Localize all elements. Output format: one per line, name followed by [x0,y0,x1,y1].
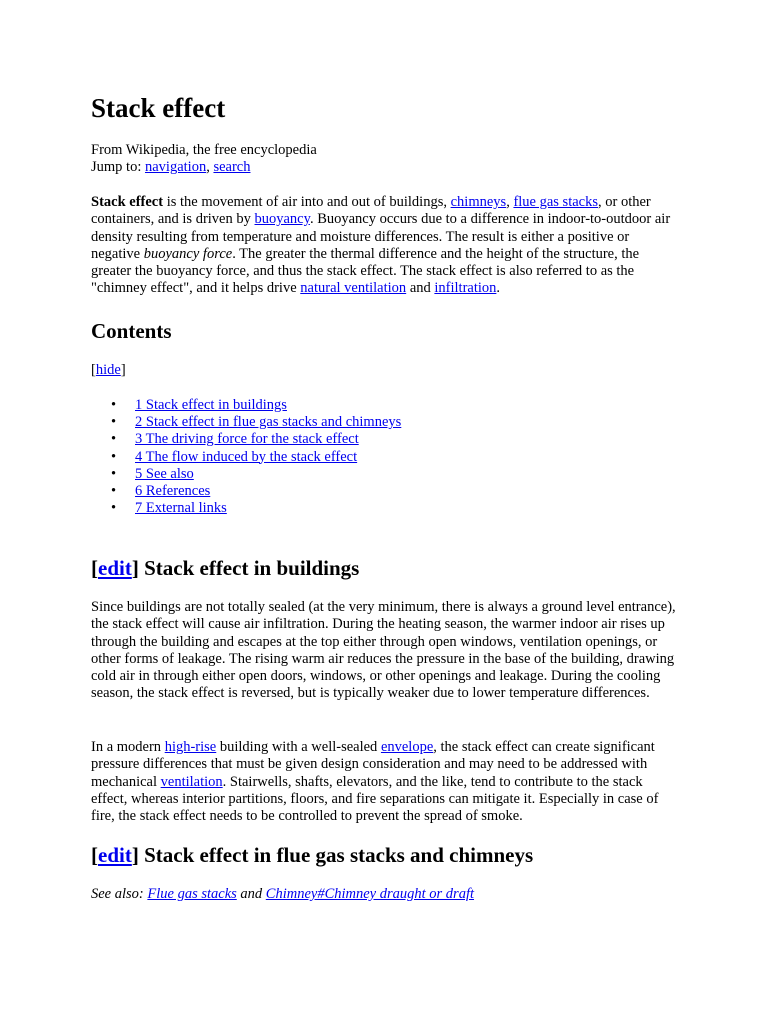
intro-text: , or other containers, and is driven by [91,194,651,228]
tagline: From Wikipedia, the free encyclopedia [91,142,317,158]
toc-link-3[interactable]: 3 The driving force for the stack effect [135,431,359,448]
edit-link[interactable]: edit [98,556,132,580]
navigation-link[interactable]: navigation [144,159,207,175]
buildings-paragraph-1: Since buildings are not totally sealed (at the very minimum, there is always a ground level entrance), the stack effect will cause air infiltration. During the heating season, the warmer indoor air rises up through the building and escapes at the top either through open windows, ventilation openings, or other forms of leakage. The rising warm air reduces the pressure in the base of the building, drawing cold air in through either open doors, windows, or other openings and leakage. During the cooling season, the stack effect is reversed, but is typically weaker due to lower temperature differences. [91,599,676,702]
bracket: ] [131,556,145,580]
section-title: Stack effect in buildings [144,556,360,580]
toc-link-6[interactable]: 6 References [135,482,211,499]
high-rise-link[interactable]: high-rise [164,739,217,755]
section-title: Stack effect in flue gas stacks and chimneys [144,843,534,867]
bullet: • [111,414,117,431]
toc-link-4[interactable]: 4 The flow induced by the stack effect [135,448,358,465]
intro-text: . [496,280,501,297]
toc-link-5[interactable]: 5 See also [135,465,194,482]
toc-item [91,483,680,500]
bullet: • [111,448,117,465]
natural-ventilation-link[interactable]: natural ventilation [300,280,407,297]
jump-separator: , [206,159,214,175]
toc-link-7[interactable]: 7 External links [135,500,227,517]
buildings-paragraph-2 [91,739,680,825]
bullet: • [111,431,117,448]
paragraph-text: , the stack effect can create significant pressure differences that must be given design consideration and may need to be addressed with mechanical [91,739,655,790]
bullet: • [111,397,117,413]
paragraph-text: In a modern [91,739,165,755]
bracket: ] [120,362,126,378]
see-also-prefix: See also: [91,886,148,902]
jump-prefix: Jump to: [91,159,145,175]
flue-gas-stacks-link[interactable]: flue gas stacks [513,194,598,210]
intro-paragraph [91,194,680,298]
toc-item [91,397,680,414]
edit-link[interactable]: edit [98,843,132,867]
intro-text: . The greater the thermal difference and the height of the structure, the greater the buoyancy force, and thus the stack effect. The stack effect is also referred to as the "chimney effect", and it helps drive [91,245,640,297]
buoyancy-link[interactable]: buoyancy [254,211,310,228]
paragraph-text: . Stairwells, shafts, elevators, and the like, tend to contribute to the stack effect, whereas interior partitions, floors, and fire separations can mitigate it. Especially in case of fire, the stack effect needs to be controlled to prevent the spread of smoke. [91,773,659,825]
bracket: [ [91,362,96,378]
contents-list [91,397,680,517]
intro-text: , [506,194,514,210]
infiltration-link[interactable]: infiltration [434,280,497,297]
toc-link-2[interactable]: 2 Stack effect in flue gas stacks and chimneys [135,414,402,431]
intro-text: . Buoyancy occurs due to a difference in indoor-to-outdoor air density resulting from temperature and moisture differences. The result is either a positive or negative [91,211,671,262]
jump-to [91,159,680,176]
bracket: ] [131,843,145,867]
see-also-text: and [236,886,266,902]
hide-contents-link[interactable]: hide [95,362,121,378]
see-also-note [91,886,680,903]
toc-item [91,449,680,466]
section-heading-flue-gas [91,842,680,868]
chimneys-link[interactable]: chimneys [450,194,507,210]
bullet: • [111,482,117,499]
flue-gas-stacks-link[interactable]: Flue gas stacks [147,886,237,902]
envelope-link[interactable]: envelope [380,739,434,755]
toc-item [91,466,680,483]
buoyancy-force-term: buoyancy force [143,245,233,262]
ventilation-link[interactable]: ventilation [160,773,223,790]
bullet: • [111,465,117,482]
contents-heading: Contents [91,319,172,343]
toc-item [91,500,680,517]
bullet: • [111,500,117,517]
intro-text: and [406,280,435,297]
toc-item [91,414,680,431]
intro-text: is the movement of air into and out of buildings, [163,194,451,210]
bracket: [ [91,843,98,867]
intro-bold-term: Stack effect [91,194,164,210]
toc-link-1[interactable]: 1 Stack effect in buildings [135,397,287,413]
bracket: [ [91,556,98,580]
toc-item [91,431,680,448]
paragraph-text: building with a well-sealed [216,739,381,755]
contents-toggle [91,362,680,379]
chimney-draught-link[interactable]: Chimney#Chimney draught or draft [265,886,475,902]
section-heading-buildings [91,555,680,581]
page-title: Stack effect [91,93,226,123]
search-link[interactable]: search [213,159,251,175]
